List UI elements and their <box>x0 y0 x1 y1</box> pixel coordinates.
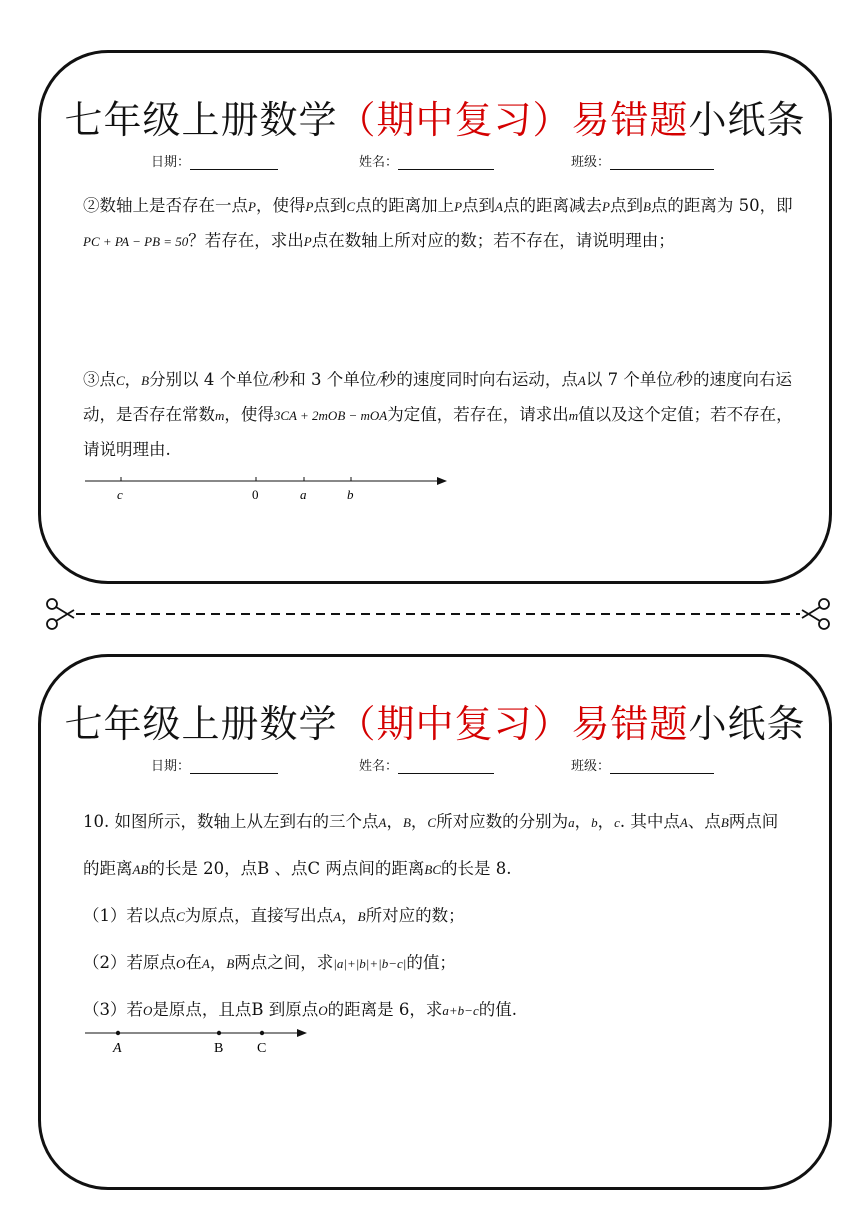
question-2: ②数轴上是否存在一点P，使得P点到C点的距离加上P点到A点的距离减去P点到B点的距离为 50，即PC + PA − PB = 50？若存在，求出P点在数轴上所对应的数；若不存在，请说明理由； <box>83 196 793 250</box>
axis-label-B: B <box>214 1041 224 1056</box>
title-part: 七年级上册数学 <box>64 702 338 746</box>
title-highlight: （期中复习）易错题 <box>337 702 689 746</box>
axis-label-b: b <box>347 487 354 502</box>
q10-sum-formula: a+b−c <box>442 1003 479 1018</box>
date-label: 日期： <box>151 155 191 170</box>
date-field[interactable] <box>151 755 278 774</box>
note-card-2 <box>38 654 832 1190</box>
note-card-1 <box>38 50 832 584</box>
axis-label-C: C <box>257 1041 267 1056</box>
class-label: 班级： <box>571 759 611 774</box>
class-label: 班级： <box>571 155 611 170</box>
name-field[interactable] <box>359 151 494 170</box>
date-field[interactable] <box>151 151 278 170</box>
name-label: 姓名： <box>359 155 399 170</box>
class-field[interactable] <box>571 151 714 170</box>
q10-abs-formula: |a|+|b|+|b−c| <box>333 956 407 971</box>
name-field[interactable] <box>359 755 494 774</box>
axis-label-0: 0 <box>252 487 259 502</box>
q3-formula: 3CA + 2mOB − mOA <box>273 408 388 423</box>
title-part: 七年级上册数学 <box>64 98 338 142</box>
q10-part-2: （2）若原点O在A，B两点之间，求|a|+|b|+|b−c|的值； <box>83 953 456 972</box>
name-label: 姓名： <box>359 759 399 774</box>
q2-formula: PC + PA − PB = 50 <box>83 234 189 249</box>
axis-label-c: c <box>117 487 123 502</box>
title-highlight: （期中复习）易错题 <box>337 98 689 142</box>
question-3: ③点C，B分别以 4 个单位/秒和 3 个单位/秒的速度同时向右运动，点A以 7 个单位/秒的速度向右运动，是否存在常数m，使得3CA + 2mOB − mOA为定值，若存在，请求出m值以及这个定值；若不存在，请说明理由. <box>83 370 793 459</box>
q10-stem: 10. 如图所示，数轴上从左到右的三个点A，B，C所对应数的分别为a，b，c. 其中点A、点B两点间的距离AB的长是 20，点B 、点C 两点间的距离BC的长是 8. <box>83 812 779 878</box>
card-title <box>41 89 829 144</box>
axis-label-A: A <box>113 1041 122 1056</box>
info-fields <box>41 755 829 775</box>
title-part: 小纸条 <box>688 702 806 746</box>
date-label: 日期： <box>151 759 191 774</box>
scissors-icon <box>47 599 74 629</box>
question-10 <box>83 799 793 1034</box>
class-field[interactable] <box>571 755 714 774</box>
number-line-2 <box>81 1023 321 1057</box>
info-fields <box>41 151 829 171</box>
scissors-icon <box>802 599 829 629</box>
q10-part-3: （3）若O是原点，且点B 到原点O的距离是 6，求a+b−c的值. <box>83 1000 517 1019</box>
q10-part-1: （1）若以点C为原点，直接写出点A，B所对应的数； <box>83 906 465 925</box>
title-part: 小纸条 <box>688 98 806 142</box>
card-title <box>41 693 829 748</box>
number-line-1 <box>81 471 461 505</box>
axis-label-a: a <box>300 487 307 502</box>
cut-line <box>44 596 832 632</box>
